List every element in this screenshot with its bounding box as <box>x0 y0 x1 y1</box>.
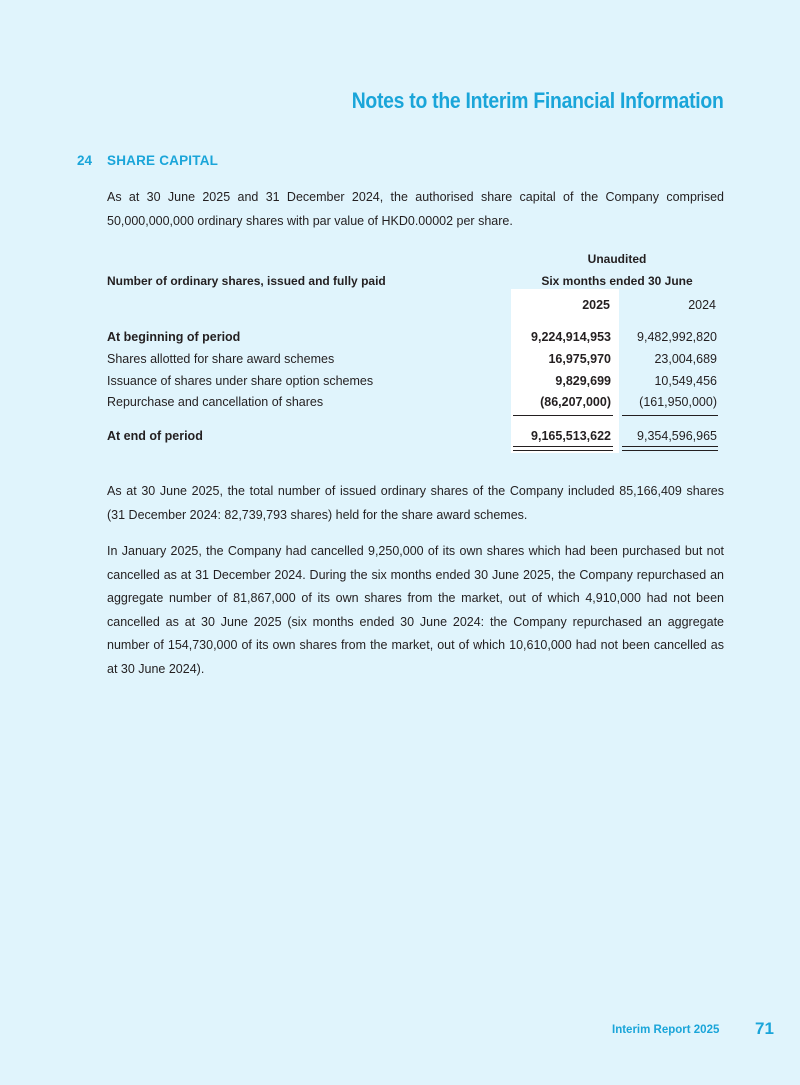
row-label: Repurchase and cancellation of shares <box>107 395 324 409</box>
value-2024: 23,004,689 <box>654 352 717 366</box>
page-title: Notes to the Interim Financial Information <box>352 88 724 113</box>
row-label: At end of period <box>107 429 203 443</box>
year-2024-header: 2024 <box>688 298 716 312</box>
table-row <box>107 374 717 394</box>
paragraph-authorised-capital: As at 30 June 2025 and 31 December 2024, the authorised share capital of the Company comprised 50,000,000,000 ordinary shares with par value of HKD0.00002 per share. <box>107 190 724 228</box>
value-2024: 9,354,596,965 <box>637 429 717 443</box>
value-2024: 9,482,992,820 <box>637 330 717 344</box>
table-row <box>107 352 717 372</box>
subtotal-rule-2025 <box>513 415 613 416</box>
header-description: Number of ordinary shares, issued and fully paid <box>107 274 386 288</box>
paragraph-share-award: As at 30 June 2025, the total number of issued ordinary shares of the Company included 85,166,409 shares (31 December 2024: 82,739,793 shares) held for the share award schemes. <box>107 484 724 522</box>
page-number: 71 <box>755 1019 774 1038</box>
table-row <box>107 330 717 350</box>
value-2025: 16,975,970 <box>548 352 611 366</box>
footer-report-name: Interim Report 2025 <box>612 1024 720 1036</box>
table-row <box>107 395 717 415</box>
section-number: 24 <box>77 153 93 168</box>
subtotal-rule-2024 <box>622 415 718 416</box>
total-double-rule-2024 <box>622 446 718 451</box>
header-period: Six months ended 30 June <box>541 274 693 288</box>
year-2025-header: 2025 <box>582 298 610 312</box>
row-label: Shares allotted for share award schemes <box>107 352 335 366</box>
row-label: Issuance of shares under share option schemes <box>107 374 374 388</box>
total-double-rule-2025 <box>513 446 613 451</box>
value-2025: (86,207,000) <box>540 395 611 409</box>
paragraph-repurchase: In January 2025, the Company had cancelled 9,250,000 of its own shares which had been purchased but not cancelled as at 31 December 2024. During the six months ended 30 June 2025, the Company repurchased an aggregate number of 81,867,000 of its own shares from the market, out of which 4,910,000 had not been cancelled as at 30 June 2025 (six months ended 30 June 2024: the Company repurchased an aggregate number of 154,730,000 of its own shares from the market, out of which 10,610,000 had not been cancelled as at 30 June 2024). <box>107 544 724 676</box>
value-2024: (161,950,000) <box>639 395 717 409</box>
row-label: At beginning of period <box>107 330 241 344</box>
value-2024: 10,549,456 <box>654 374 717 388</box>
section-title: SHARE CAPITAL <box>107 153 219 168</box>
value-2025: 9,224,914,953 <box>531 330 611 344</box>
value-2025: 9,829,699 <box>555 374 611 388</box>
header-unaudited: Unaudited <box>587 252 647 266</box>
value-2025: 9,165,513,622 <box>531 429 611 443</box>
